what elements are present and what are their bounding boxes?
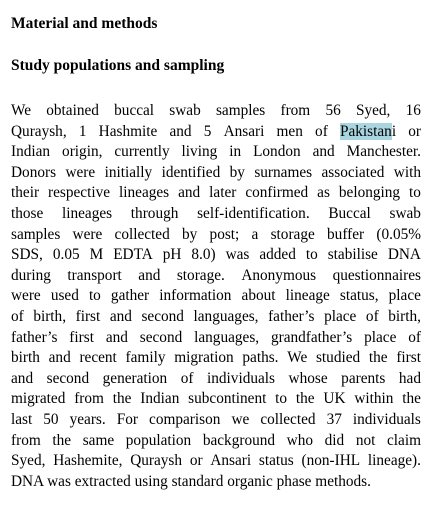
paragraph-word: Quraysh, (11, 122, 67, 140)
paragraph-word: subcontinent (188, 390, 267, 408)
paragraph-word: status (258, 452, 294, 470)
paragraph-word: to (305, 246, 318, 264)
paragraph-word: living (181, 143, 218, 161)
paragraph-word: father’s (11, 328, 58, 346)
paragraph-word: by (229, 163, 245, 181)
paragraph-word: second (46, 369, 90, 387)
paragraph-word: parents (341, 369, 386, 387)
paragraph-word: SDS, (11, 246, 43, 264)
paragraph-word: swab (169, 102, 201, 119)
paragraph-word: London (253, 143, 301, 161)
paragraph-word: used (50, 287, 79, 305)
paragraph-word: 50 (43, 410, 59, 428)
paragraph-word: migrated (11, 390, 66, 408)
paragraph-word: or (189, 452, 203, 470)
paragraph-line (11, 410, 421, 431)
paragraph-word: or (408, 122, 421, 140)
paragraph-word: was (225, 246, 250, 264)
subsection-title: Study populations and sampling (11, 57, 225, 74)
paragraph-word: (0.05% (376, 225, 421, 243)
paragraph-word: self-identification. (197, 204, 310, 222)
paragraph-word: Manchester. (346, 143, 421, 161)
paragraph-word: collected (114, 225, 170, 243)
paragraph-word: birth, (33, 307, 67, 325)
paragraph-word: not (355, 431, 376, 449)
paragraph-word: during (11, 266, 51, 284)
highlighted-word[interactable] (340, 122, 396, 143)
paragraph-word: languages, (193, 307, 259, 325)
paragraph-word: samples (215, 102, 266, 119)
paragraph-word: the (368, 349, 388, 367)
paragraph-word: migration (174, 349, 234, 367)
paragraph-word: did (324, 431, 345, 449)
paragraph-line (11, 369, 421, 390)
paragraph-word: respective (48, 184, 111, 202)
paragraph-word: and (312, 143, 335, 161)
paragraph-word: and (178, 184, 201, 202)
paragraph-line (11, 204, 421, 225)
paragraph-word: the (52, 431, 72, 449)
paragraph-word: Syed, (11, 452, 46, 470)
paragraph-word: Buccal (328, 204, 371, 222)
paragraph-word: population (125, 431, 192, 449)
word-tail: i (391, 122, 397, 140)
paragraph-word: gather (110, 287, 150, 305)
paragraph-line (11, 451, 421, 472)
paragraph-word: status, (339, 287, 379, 305)
paragraph-word: Indian (140, 390, 180, 408)
paragraph-word: first (396, 349, 421, 367)
paragraph-word: Donors (11, 163, 57, 181)
paragraph-word: those (11, 204, 44, 222)
section-title: Material and methods (11, 15, 158, 32)
paragraph-word: UK (323, 390, 346, 408)
paragraph-line (11, 122, 421, 143)
paragraph-line (11, 348, 421, 369)
paragraph-line (11, 307, 421, 328)
paragraph-word: their (11, 184, 40, 202)
paragraph-word: lineage (285, 287, 330, 305)
paragraph-word: through (130, 204, 179, 222)
search-highlight: Pakistan (339, 122, 392, 140)
paragraph-word: to (409, 184, 421, 202)
paragraph-word: 0.05 (52, 246, 80, 264)
paragraph-word: men (276, 122, 303, 140)
paragraph-line (11, 266, 421, 287)
paragraph-word: we (231, 410, 250, 428)
paragraph-word: 8.0) (191, 246, 216, 264)
paragraph-word: storage. (176, 266, 225, 284)
paragraph-word: Syed, (355, 102, 391, 119)
paragraph-word: post; (209, 225, 240, 243)
paragraph-word: of (11, 307, 24, 325)
paragraph-word: were (72, 225, 103, 243)
paragraph-line (11, 328, 421, 349)
paragraph-word: 5 (203, 122, 212, 140)
paragraph-word: Hashmite (98, 122, 158, 140)
paragraph-word: stabilise (327, 246, 378, 264)
paragraph-word: the (295, 390, 315, 408)
paragraph-word: storage (270, 225, 315, 243)
paragraph-word: (non-IHL (301, 452, 361, 470)
paragraph-word: transport (67, 266, 122, 284)
paragraph-word: from (74, 390, 104, 408)
paragraph-word: by (182, 225, 198, 243)
paragraph-word: who (286, 431, 314, 449)
paragraph-word: from (280, 102, 311, 119)
paragraph-word: buffer (327, 225, 365, 243)
paragraph-word: For (116, 410, 138, 428)
paragraph-word: currently (114, 143, 170, 161)
paragraph-word: years. (69, 410, 106, 428)
article-page (11, 14, 421, 492)
paragraph-word: M (89, 246, 104, 264)
paragraph-word: first (69, 328, 94, 346)
paragraph-word: later (209, 184, 237, 202)
paragraph-word: 37 (326, 410, 342, 428)
paragraph-word: family (125, 349, 166, 367)
paragraph-word: grandfather’s (270, 328, 353, 346)
paragraph-word: initially (104, 163, 153, 181)
paragraph-word: and (138, 266, 161, 284)
paragraph-line (11, 225, 421, 246)
paragraph-word: swab (389, 204, 421, 222)
paragraph-word: associated (321, 163, 385, 181)
paragraph-word: Ansari (223, 122, 265, 140)
paragraph-word: studied (315, 349, 361, 367)
paragraph-line (11, 183, 421, 204)
paragraph-word: from (11, 431, 41, 449)
paragraph-line (11, 245, 421, 266)
paragraph-word: and (48, 349, 71, 367)
paragraph-word: 16 (405, 102, 421, 119)
paragraph-word: and (169, 122, 192, 140)
paragraph-word: 1 (78, 122, 87, 140)
paragraph-word: first (75, 307, 101, 325)
paragraph-word: of (180, 369, 194, 387)
paragraph-word: place (324, 307, 357, 325)
paragraph-word: individuals (352, 410, 421, 428)
paragraph-word: lineage). (367, 452, 421, 470)
paragraph-word: buccal (114, 102, 155, 119)
paragraph-word: place (364, 328, 397, 346)
paragraph-line (11, 286, 421, 307)
paragraph-word: identified (161, 163, 221, 181)
paragraph-word: Hashemite, (53, 452, 123, 470)
paragraph-word: and (105, 328, 128, 346)
paragraph-line (11, 389, 421, 410)
paragraph-word: questionnaires (332, 266, 421, 284)
paragraph-word: collected (260, 410, 316, 428)
paragraph-line (11, 101, 421, 122)
paragraph-line (11, 142, 421, 163)
paragraph-word: were (11, 287, 41, 305)
paragraph-word: We (287, 349, 308, 367)
paragraph-word: about (241, 287, 276, 305)
paragraph-word: Ansari (210, 452, 252, 470)
paragraph-word: birth (11, 349, 40, 367)
paragraph-word: and (11, 369, 34, 387)
paragraph-word: father’s (268, 307, 315, 325)
paragraph-word: second (141, 307, 184, 325)
paragraph-word: in (229, 143, 242, 161)
paragraph-word: whose (288, 369, 328, 387)
paragraph-word: Anonymous (241, 266, 317, 284)
paragraph-word: origin, (62, 143, 103, 161)
paragraph-word: languages, (194, 328, 260, 346)
paragraph-word: Indian (11, 143, 51, 161)
paragraph-word: generation (102, 369, 168, 387)
paragraph-word: of (408, 328, 421, 346)
paragraph-word: birth, (388, 307, 421, 325)
paragraph-word: obtained (46, 102, 99, 119)
paragraph-word: and (109, 307, 132, 325)
paragraph-word: place (388, 287, 421, 305)
paragraph-word: second (139, 328, 183, 346)
paragraph-word: as (317, 184, 330, 202)
paragraph-word: background (202, 431, 276, 449)
paragraph-word: the (402, 390, 421, 408)
paragraph-word: same (82, 431, 115, 449)
paragraph-word: to (88, 287, 101, 305)
methods-paragraph (11, 101, 421, 492)
paragraph-word: to (275, 390, 288, 408)
paragraph-word: the (112, 390, 132, 408)
paragraph-word: Quraysh (130, 452, 183, 470)
paragraph-word: 56 (325, 102, 341, 119)
paragraph-word: lineages (61, 204, 113, 222)
paragraph-word: confirmed (245, 184, 309, 202)
paragraph-word: were (65, 163, 96, 181)
paragraph-word: surnames (254, 163, 313, 181)
paragraph-word: information (159, 287, 232, 305)
paragraph-word: DNA (387, 246, 421, 264)
paragraph-word: last (11, 410, 33, 428)
paragraph-word: of (365, 307, 379, 325)
paragraph-word: belonging (338, 184, 401, 202)
paragraph-word: added (259, 246, 296, 264)
paragraph-word: pH (162, 246, 182, 264)
paragraph-word: had (398, 369, 421, 387)
paragraph-word: EDTA (113, 246, 153, 264)
paragraph-word: lineages (119, 184, 170, 202)
paragraph-word: individuals (207, 369, 276, 387)
paragraph-word: samples (11, 225, 61, 243)
paragraph-word: comparison (149, 410, 221, 428)
paragraph-word: of (315, 122, 328, 140)
paragraph-word: recent (79, 349, 117, 367)
paragraph-word: with (393, 163, 421, 181)
paragraph-word: We (11, 102, 32, 119)
paragraph-word: paths. (242, 349, 279, 367)
paragraph-word: claim (387, 431, 421, 449)
paragraph-line (11, 431, 421, 452)
paragraph-line (11, 163, 421, 184)
paragraph-line: DNA was extracted using standard organic phase methods. (11, 472, 371, 490)
paragraph-word: within (354, 390, 394, 408)
paragraph-word: a (251, 225, 259, 243)
